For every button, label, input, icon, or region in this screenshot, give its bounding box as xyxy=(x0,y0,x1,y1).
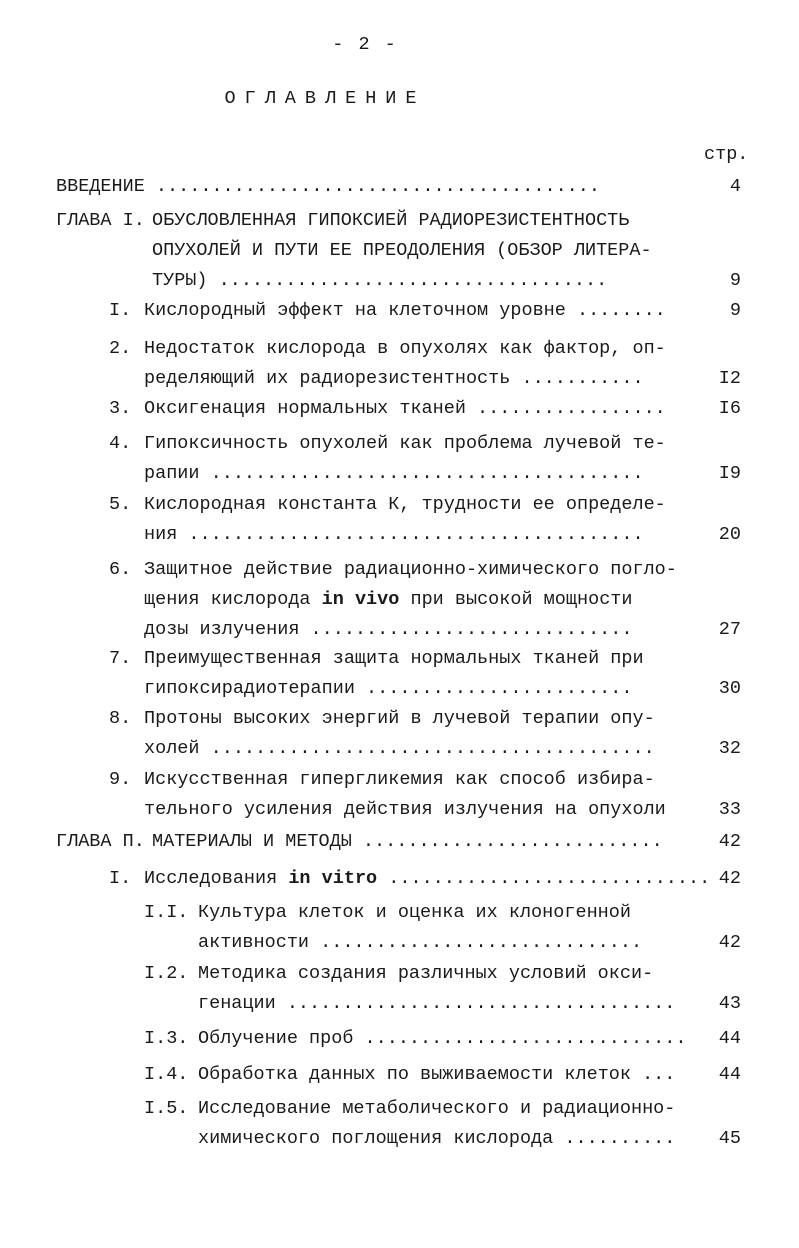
page-column-label: стр. xyxy=(704,144,749,165)
toc-entry-number: 8. xyxy=(109,708,132,729)
text-fragment: щения кислорода xyxy=(144,589,322,610)
toc-entry-text-line: Кислородная константа К, трудности ее определе- xyxy=(144,494,666,515)
toc-entry-page: 33 xyxy=(718,799,741,820)
toc-entry-page: 42 xyxy=(718,868,741,889)
toc-entry-text-line: Культура клеток и оценка их клоногенной xyxy=(198,902,631,923)
toc-entry-text-line: МАТЕРИАЛЫ И МЕТОДЫ ........................... xyxy=(152,831,663,852)
text-fragment: Исследования xyxy=(144,868,289,889)
toc-entry-number: 2. xyxy=(109,338,132,359)
toc-entry-page: 9 xyxy=(729,300,741,321)
text-fragment: ............................. xyxy=(377,868,711,889)
toc-entry-text-line: ТУРЫ) ................................... xyxy=(152,270,608,291)
toc-entry-text-line: химического поглощения кислорода .......... xyxy=(198,1128,676,1149)
toc-entry-text-line: Гипоксичность опухолей как проблема лучевой те- xyxy=(144,433,666,454)
toc-entry-text-line: ределяющий их радиорезистентность ........... xyxy=(144,368,644,389)
toc-entry-page: 4 xyxy=(729,176,741,197)
document-title: ОГЛАВЛЕНИЕ xyxy=(224,88,426,109)
toc-entry-text-line: холей ........................................ xyxy=(144,738,655,759)
toc-entry-number: 6. xyxy=(109,559,132,580)
toc-entry-number: 3. xyxy=(109,398,132,419)
toc-entry-text-line: Оксигенация нормальных тканей ................. xyxy=(144,398,666,419)
toc-entry-number: 5. xyxy=(109,494,132,515)
toc-entry-text-line: Искусственная гипергликемия как способ избира- xyxy=(144,769,655,790)
toc-entry-text-line: Методика создания различных условий окси- xyxy=(198,963,654,984)
toc-entry-page: 44 xyxy=(718,1064,741,1085)
toc-entry-page: I2 xyxy=(718,368,741,389)
toc-entry-page: 30 xyxy=(718,678,741,699)
toc-entry-text-line: тельного усиления действия излучения на опухоли xyxy=(144,799,666,820)
toc-entry-number: 7. xyxy=(109,648,132,669)
toc-entry-text-line xyxy=(144,589,633,610)
toc-entry-page: I9 xyxy=(718,463,741,484)
toc-entry-text-line: рапии ....................................... xyxy=(144,463,644,484)
toc-entry-page: 20 xyxy=(718,524,741,545)
toc-entry-number: 4. xyxy=(109,433,132,454)
text-fragment: Защитное действие радиационно-химического погло- xyxy=(144,559,677,580)
toc-entry-page: 27 xyxy=(718,619,741,640)
toc-entry-page: 42 xyxy=(718,831,741,852)
toc-entry-text-line: Преимущественная защита нормальных тканей при xyxy=(144,648,644,669)
page-number: - 2 - xyxy=(332,34,398,55)
toc-entry-text-line: Исследование метаболического и радиационно- xyxy=(198,1098,676,1119)
toc-entry-text-line: ВВЕДЕНИЕ ........................................ xyxy=(56,176,600,197)
latin-term: in vitro xyxy=(288,868,378,889)
toc-entry-text-line: активности ............................. xyxy=(198,932,643,953)
toc-entry-text-line: Кислородный эффект на клеточном уровне ........ xyxy=(144,300,666,321)
toc-entry-text-line: ния ......................................... xyxy=(144,524,644,545)
toc-entry-text-line xyxy=(144,619,632,640)
toc-entry-page: 9 xyxy=(729,270,741,291)
toc-entry-page: 43 xyxy=(718,993,741,1014)
text-fragment: при высокой мощности xyxy=(399,589,633,610)
toc-entry-page: 42 xyxy=(718,932,741,953)
text-fragment: дозы излучения ............................. xyxy=(144,619,633,640)
toc-entry-text-line: генации ................................... xyxy=(198,993,676,1014)
toc-entry-page: 44 xyxy=(718,1028,741,1049)
toc-entry-number: ГЛАВА I. xyxy=(56,210,145,231)
toc-entry-text-line: ОПУХОЛЕЙ И ПУТИ ЕЕ ПРЕОДОЛЕНИЯ (ОБЗОР ЛИТЕРА- xyxy=(152,240,652,261)
toc-entry-text-line: Облучение проб ............................. xyxy=(198,1028,687,1049)
toc-entry-number: I.3. xyxy=(144,1028,189,1049)
toc-entry-text-line: ОБУСЛОВЛЕННАЯ ГИПОКСИЕЙ РАДИОРЕЗИСТЕНТНОСТЬ xyxy=(152,210,630,231)
toc-entry-number: I. xyxy=(109,868,132,889)
toc-entry-number: 9. xyxy=(109,769,132,790)
toc-entry-number: I.5. xyxy=(144,1098,189,1119)
toc-entry-number: I. xyxy=(109,300,132,321)
toc-entry-number: I.4. xyxy=(144,1064,189,1085)
toc-entry-text-line xyxy=(144,868,710,889)
toc-entry-text-line: Протоны высоких энергий в лучевой терапии опу- xyxy=(144,708,655,729)
latin-term: in vivo xyxy=(321,589,400,610)
toc-entry-number: I.2. xyxy=(144,963,189,984)
toc-entry-page: I6 xyxy=(718,398,741,419)
toc-entry-text-line: Обработка данных по выживаемости клеток ... xyxy=(198,1064,676,1085)
toc-entry-text-line: Недостаток кислорода в опухолях как фактор, оп- xyxy=(144,338,666,359)
toc-entry-number: I.I. xyxy=(144,902,189,923)
toc-entry-page: 32 xyxy=(718,738,741,759)
toc-entry-page: 45 xyxy=(718,1128,741,1149)
toc-entry-number: ГЛАВА П. xyxy=(56,831,145,852)
toc-entry-text-line: гипоксирадиотерапии ........................ xyxy=(144,678,633,699)
toc-entry-text-line xyxy=(144,559,677,580)
